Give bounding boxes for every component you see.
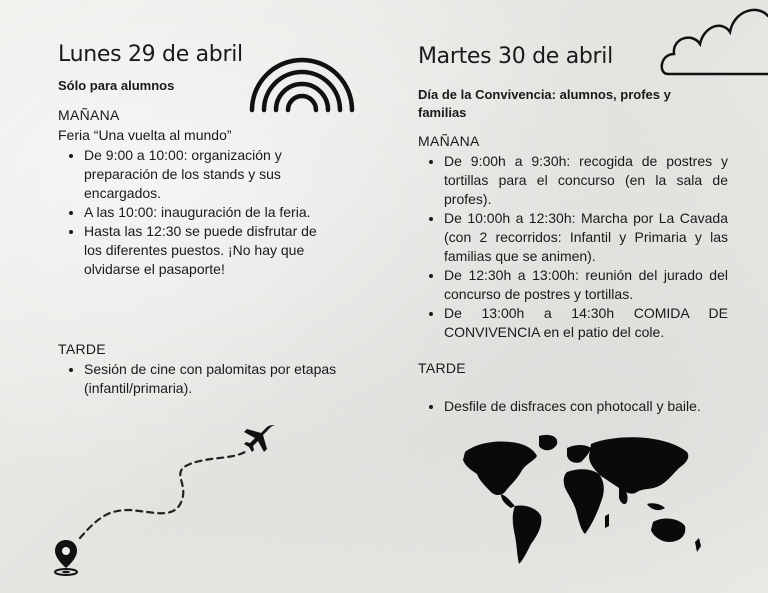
monday-afternoon-list — [58, 360, 346, 398]
cloud-icon — [660, 2, 768, 80]
list-item: • Sesión de cine con palomitas por etapas (infantil/primaria). — [84, 360, 346, 398]
monday-fair-name: Feria “Una vuelta al mundo” — [58, 127, 232, 143]
tuesday-title: Martes 30 de abril — [418, 44, 613, 69]
tuesday-morning-list — [418, 152, 728, 342]
tuesday-afternoon-list — [418, 397, 754, 416]
list-item: • A las 10:00: inauguración de la feria. — [84, 203, 334, 222]
monday-subtitle: Sólo para alumnos — [58, 78, 175, 93]
tuesday-afternoon-heading: TARDE — [418, 360, 466, 376]
location-pin-icon — [52, 538, 80, 576]
world-map-icon — [455, 430, 705, 570]
list-item: • De 12:30h a 13:00h: reunión del jurado del concurso de postres y tortillas. — [444, 266, 728, 304]
list-item: • De 13:00h a 14:30h COMIDA DE CONVIVENCIA en el patio del cole. — [444, 304, 728, 342]
monday-morning-heading: MAÑANA — [58, 107, 120, 123]
monday-title: Lunes 29 de abril — [58, 42, 243, 67]
list-item: • Desfile de disfraces con photocall y baile. — [444, 397, 754, 416]
airplane-icon — [242, 422, 278, 456]
monday-morning-list — [58, 146, 334, 279]
list-item: • De 9:00h a 9:30h: recogida de postres y tortillas para el concurso (en la sala de profes). — [444, 152, 728, 209]
list-item: • Hasta las 12:30 se puede disfrutar de los diferentes puestos. ¡No hay que olvidarse el pasaporte! — [84, 222, 334, 279]
rainbow-icon — [246, 42, 358, 114]
tuesday-subtitle: Día de la Convivencia: alumnos, profes y familias — [418, 87, 671, 120]
monday-afternoon-heading: TARDE — [58, 341, 106, 357]
list-item: • De 9:00 a 10:00: organización y preparación de los stands y sus encargados. — [84, 146, 334, 203]
tuesday-morning-heading: MAÑANA — [418, 133, 480, 149]
list-item: • De 10:00h a 12:30h: Marcha por La Cavada (con 2 recorridos: Infantil y Primaria y las familias que se animen). — [444, 209, 728, 266]
